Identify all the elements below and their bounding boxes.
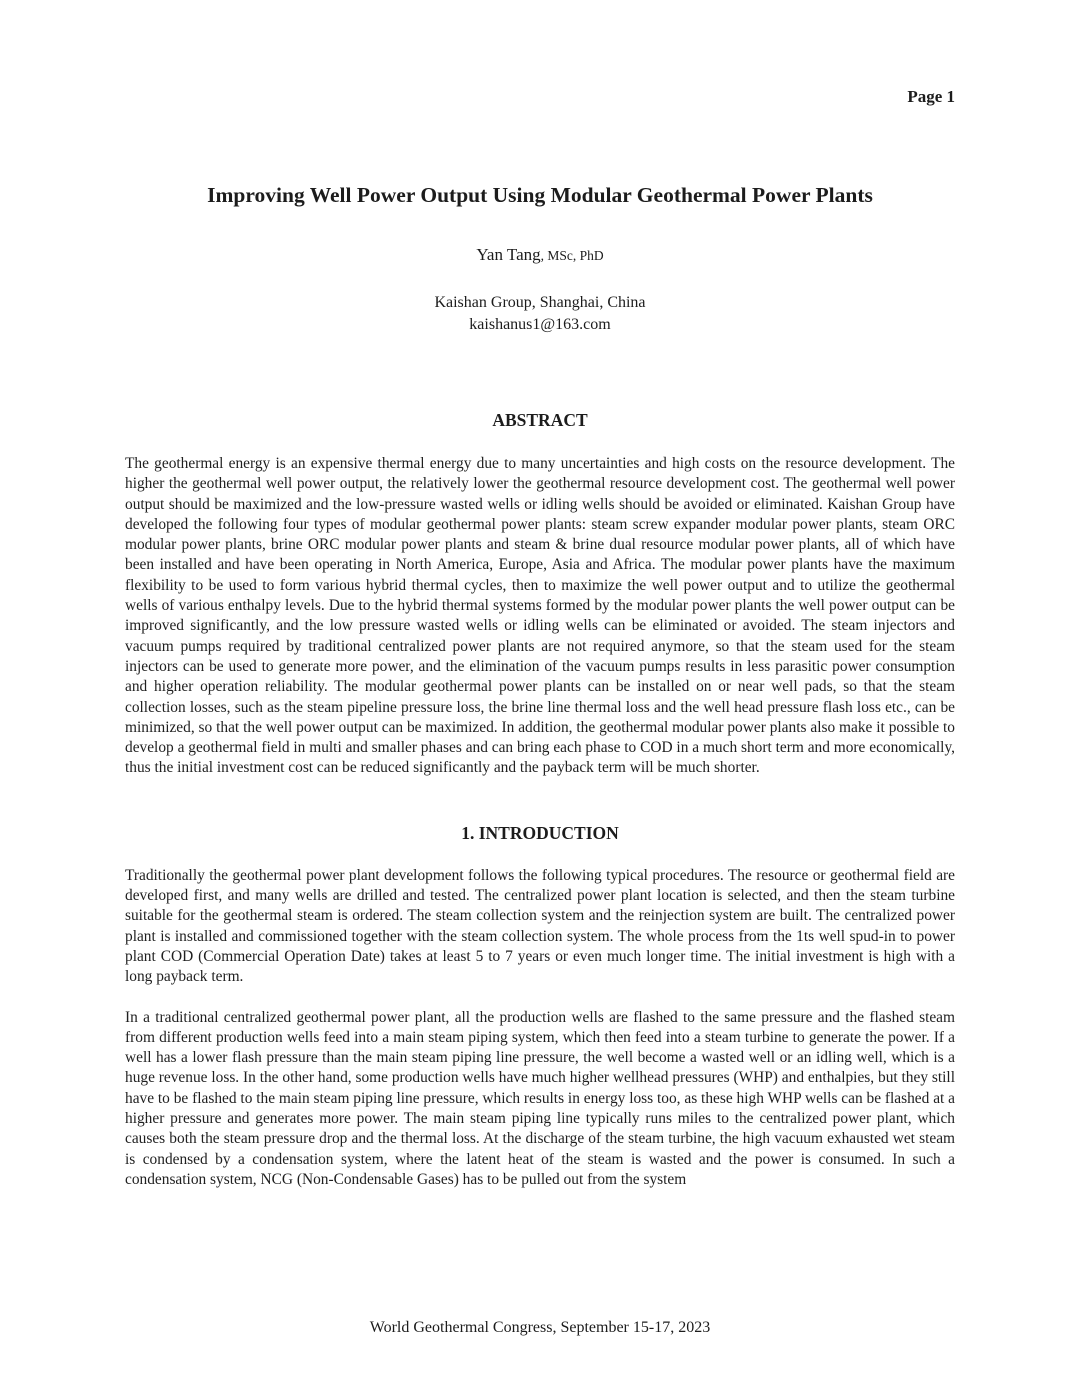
author-affiliation: Kaishan Group, Shanghai, China: [434, 294, 646, 311]
page-number-label: Page 1: [907, 87, 955, 106]
paper-title: Improving Well Power Output Using Modular Geothermal Power Plants: [207, 183, 873, 207]
introduction-paragraph: Traditionally the geothermal power plant development follows the following typical procedures. The resource or geothermal field are developed first, and many wells are drilled and tested. The centralized power plant location is selected, and then the steam turbine suitable for the geothermal steam is ordered. The steam collection system and the reinjection system are built. The centralized power plant is installed and commissioned together with the steam collection system. The whole process from the 1ts well spud-in to power plant COD (Commercial Operation Date) takes at least 5 to 7 years or even much longer time. The initial investment is high with a long payback term.: [125, 866, 955, 986]
author-name: Yan Tang: [476, 245, 541, 264]
introduction-paragraph: In a traditional centralized geothermal power plant, all the production wells are flashed to the same pressure and the flashed steam from different production wells feed into a main steam piping system, which then feed into a steam turbine to generate the power. If a well has a lower flash pressure than the main steam piping line pressure, the well become a wasted well or an idling well, which is a huge revenue loss. In the other hand, some production wells have much higher wellhead pressures (WHP) and enthalpies, but they still have to be flashed to the main steam piping line pressure, which results in energy loss too, as these high WHP wells can be flashed at a higher pressure and generates more power. The main steam piping line typically runs miles to the centralized power plant, which causes both the steam pressure drop and the thermal loss. At the discharge of the steam turbine, the high vacuum exhausted wet steam is condensed by a condensation system, where the latent heat of the steam is wasted and the power is consumed. In such a condensation system, NCG (Non-Condensable Gases) has to be pulled out from the system: [125, 1008, 955, 1188]
conference-footer: World Geothermal Congress, September 15-17, 2023: [369, 1319, 711, 1336]
author-email: kaishanus1@163.com: [469, 316, 611, 333]
author-line: [125, 245, 955, 266]
abstract-body: The geothermal energy is an expensive thermal energy due to many uncertainties and high costs on the resource development. The higher the geothermal well power output, the relatively lower the geothermal resource development cost. The geothermal well power output should be maximized and the low-pressure wasted wells or idling wells should be avoided or eliminated. Kaishan Group have developed the following four types of modular geothermal power plants: steam screw expander modular power plants, steam ORC modular power plants, brine ORC modular power plants and steam & brine dual resource modular power plants, all of which have been installed and have been operating in North America, Europe, Asia and Africa. The modular power plants have the maximum flexibility to be used to form various hybrid thermal cycles, then to maximize the well power output and to utilize the geothermal wells of various enthalpy levels. Due to the hybrid thermal systems formed by the modular power plants the well power output can be improved significantly, and the low pressure wasted wells or idling wells can be eliminated or avoided. The steam injectors and vacuum pumps required by traditional centralized power plants are not required anymore, so that the steam used for the steam injectors can be used to generate more power, and the elimination of the vacuum pumps results in less parasitic power consumption and higher operation reliability. The modular geothermal power plants can be installed on or near well pads, so that the steam collection losses, such as the steam pipeline pressure loss, the brine line thermal loss and the well head pressure flash loss etc., can be minimized, so that the well power output can be maximized. In addition, the geothermal modular power plants also make it possible to develop a geothermal field in multi and smaller phases and can bring each phase to COD in a much short term and more economically, thus the initial investment cost can be reduced significantly and the payback term will be much shorter.: [125, 455, 955, 777]
author-credentials: , MSc, PhD: [540, 248, 604, 263]
abstract-heading: ABSTRACT: [492, 410, 588, 430]
introduction-heading: 1. INTRODUCTION: [461, 822, 619, 843]
